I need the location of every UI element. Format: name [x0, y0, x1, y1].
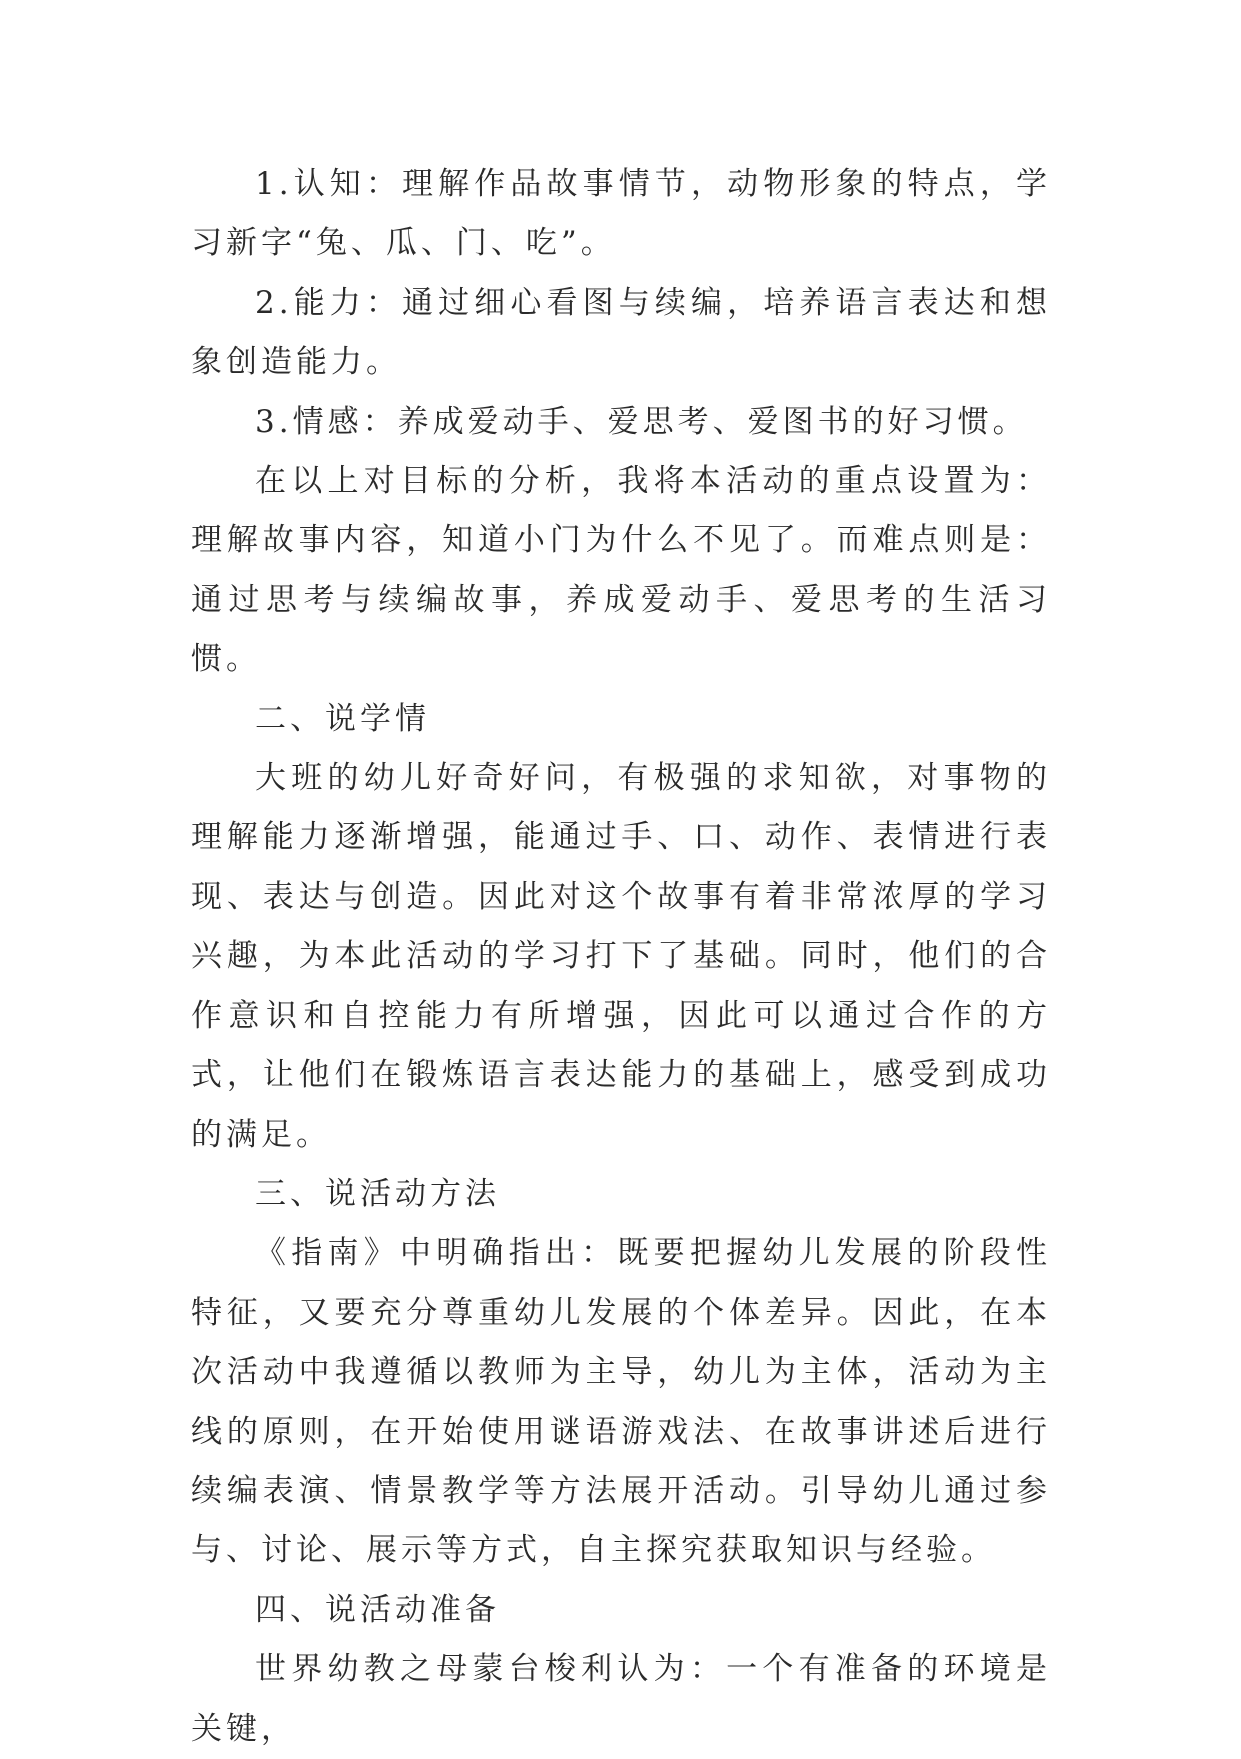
section-heading-learners: 二、说学情	[255, 700, 430, 737]
goal-cognition-paragraph: 1.认知：理解作品故事情节，动物形象的特点，学习新字“兔、瓜、门、吃”。	[191, 166, 1051, 262]
preparation-paragraph: 世界幼教之母蒙台梭利认为：一个有准备的环境是关键，	[191, 1651, 1051, 1747]
learners-paragraph: 大班的幼儿好奇好问，有极强的求知欲，对事物的理解能力逐渐增强，能通过手、口、动作、表情进行表现、表达与创造。因此对这个故事有着非常浓厚的学习兴趣，为本此活动的学习打下了基础。同时，他们的合作意识和自控能力有所增强，因此可以通过合作的方式，让他们在锻炼语言表达能力的基础上，感受到成功的满足。	[191, 760, 1051, 1153]
section-heading-preparation: 四、说活动准备	[255, 1591, 500, 1628]
section-heading-methods: 三、说活动方法	[255, 1175, 500, 1212]
goal-emotion-paragraph: 3.情感：养成爱动手、爱思考、爱图书的好习惯。	[255, 403, 1028, 440]
methods-paragraph: 《指南》中明确指出：既要把握幼儿发展的阶段性特征，又要充分尊重幼儿发展的个体差异。因此，在本次活动中我遵循以教师为主导，幼儿为主体，活动为主线的原则，在开始使用谜语游戏法、在故事讲述后进行续编表演、情景教学等方法展开活动。引导幼儿通过参与、讨论、展示等方式，自主探究获取知识与经验。	[191, 1235, 1051, 1569]
key-points-paragraph: 在以上对目标的分析，我将本活动的重点设置为：理解故事内容，知道小门为什么不见了。而难点则是：通过思考与续编故事，养成爱动手、爱思考的生活习惯。	[191, 463, 1051, 678]
goal-ability-paragraph: 2.能力：通过细心看图与续编，培养语言表达和想象创造能力。	[191, 284, 1051, 381]
document-body	[191, 155, 1051, 1759]
